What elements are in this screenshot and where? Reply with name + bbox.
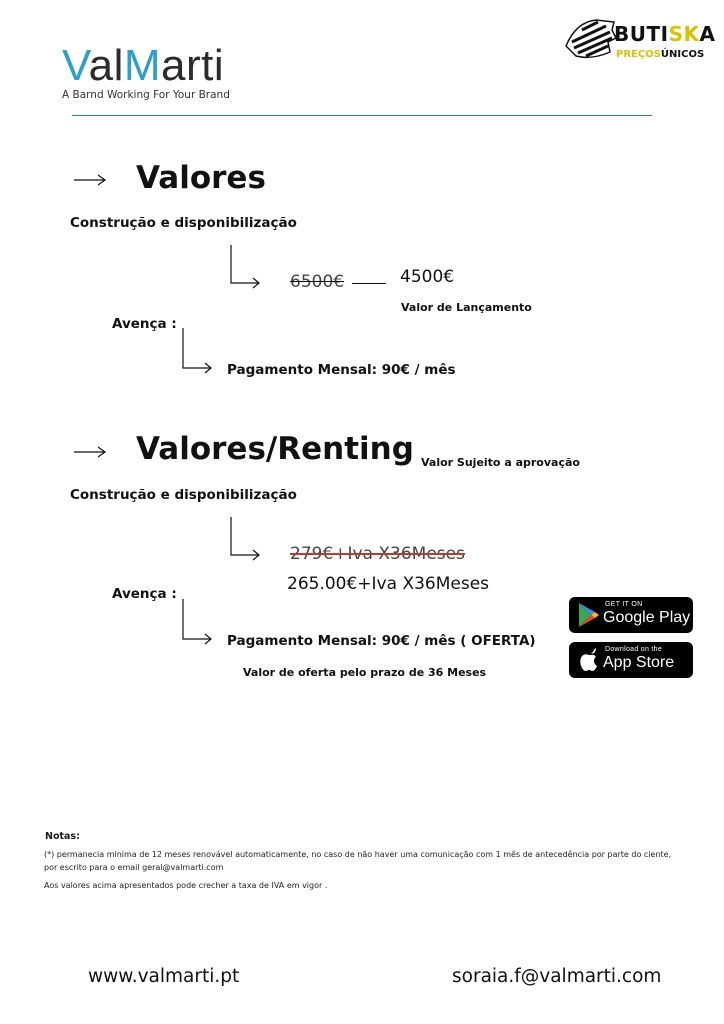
logo-text-al: al	[88, 41, 124, 90]
google-play-icon	[577, 602, 601, 628]
corner-arrow-icon	[228, 245, 262, 289]
corner-arrow-icon	[228, 517, 262, 561]
approval-note: Valor Sujeito a aprovação	[421, 456, 580, 469]
header-divider	[72, 115, 652, 116]
logo-tagline: A Barnd Working For Your Brand	[62, 89, 230, 101]
butiska-sub-1: PREÇOS	[616, 49, 661, 60]
section-subtitle: Construção e disponibilização	[70, 215, 297, 231]
offer-note: Valor de oferta pelo prazo de 36 Meses	[243, 666, 487, 679]
butiska-logo	[562, 16, 714, 64]
notes-title: Notas:	[45, 831, 80, 842]
logo-wordmark	[62, 41, 230, 90]
logo-letter-m: M	[123, 41, 161, 90]
right-arrow-icon	[74, 172, 108, 188]
apple-icon	[579, 648, 599, 672]
corner-arrow-icon	[180, 599, 214, 645]
new-renting-price: 265.00€+Iva X36Meses	[287, 574, 490, 594]
google-play-badge[interactable]	[569, 597, 693, 633]
new-price: 4500€	[400, 267, 455, 287]
corner-arrow-icon	[180, 328, 214, 374]
google-badge-small: GET IT ON	[605, 601, 643, 608]
monthly-offer: Pagamento Mensal: 90€ / mês ( OFERTA)	[227, 633, 536, 649]
butiska-text-3: A	[699, 22, 716, 46]
logo-text-arti: arti	[161, 41, 225, 90]
zebra-icon	[562, 16, 618, 62]
right-arrow-icon	[74, 444, 108, 460]
notes-line-1: (*) permanecia minima de 12 meses renovável automaticamente, no caso de não haver uma comunicação com 1 mês de antecedência por parte do ciente, por escrito para o email geral@valmarti.com	[44, 850, 672, 872]
notes-line-2: Aos valores acima apresentados pode crecher a taxa de IVA em vigor .	[44, 881, 328, 890]
apple-badge-big: App Store	[603, 654, 675, 671]
butiska-text-1: BUTI	[614, 22, 669, 46]
butiska-subtitle	[616, 49, 704, 60]
butiska-wordmark	[614, 22, 715, 46]
section-title-valores: Valores	[136, 160, 266, 196]
old-renting-price: 279€+Iva X36Meses	[290, 544, 465, 564]
strike-line	[352, 283, 386, 284]
section-title-renting: Valores/Renting	[136, 431, 414, 467]
logo-letter-v: V	[62, 41, 89, 90]
old-price: 6500€	[290, 272, 345, 292]
butiska-text-2: SK	[668, 22, 700, 46]
monthly-payment: Pagamento Mensal: 90€ / mês	[227, 362, 456, 378]
valmarti-logo	[62, 41, 230, 101]
footer-website[interactable]: www.valmarti.pt	[88, 966, 240, 987]
avenca-label: Avença :	[112, 586, 177, 602]
butiska-sub-2: ÚNICOS	[660, 49, 705, 60]
footer-email[interactable]: soraia.f@valmarti.com	[452, 966, 662, 987]
avenca-label: Avença :	[112, 316, 177, 332]
google-badge-big: Google Play	[603, 609, 691, 626]
new-price-note: Valor de Lançamento	[401, 301, 532, 314]
app-store-badge[interactable]	[569, 642, 693, 678]
section-subtitle: Construção e disponibilização	[70, 487, 297, 503]
apple-badge-small: Download on the	[605, 646, 663, 653]
